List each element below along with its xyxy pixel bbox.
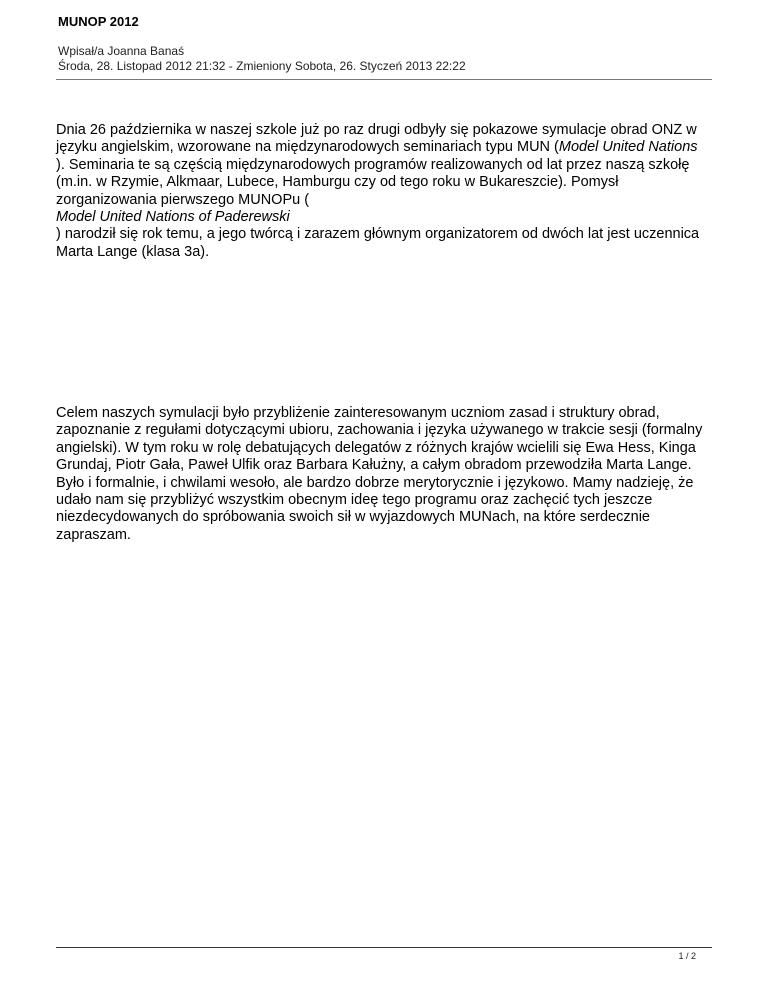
header-divider	[56, 79, 712, 80]
author-line: Wpisał/a Joanna Banaś	[58, 44, 185, 58]
paragraph-1-text-a: Dnia 26 października w naszej szkole już po raz drugi odbyły się pokazowe symulacje obrad ONZ w języku angielskim, wzorowane na międzynarodowych seminariach typu MUN (	[56, 122, 697, 156]
paragraph-1-emphasis-a: Model United Nations	[558, 139, 698, 156]
page-title: MUNOP 2012	[58, 14, 139, 29]
article-meta	[58, 44, 466, 74]
paragraph-1-emphasis-b: Model United Nations of Paderewski	[56, 209, 290, 226]
page-number: 1 / 2	[678, 951, 696, 961]
article-paragraph-2: Celem naszych symulacji było przybliżenie zainteresowanym uczniom zasad i struktury obrad, zapoznanie z regułami dotyczącymi ubioru, zachowania i języka używanego w trakcie sesji (formalny angielski). W tym roku w rolę debatujących delegatów z różnych krajów wcielili się Ewa Hess, Kinga Grundaj, Piotr Gała, Paweł Ulfik oraz Barbara Kałużny, a całym obradom przewodziła Marta Lange. Było i formalnie, i chwilami wesoło, ale bardzo dobrze merytorycznie i językowo. Mamy nadzieję, że udało nam się przybliżyć wszystkim obecnym ideę tego programu oraz zachęcić tych jeszcze niezdecydowanych do spróbowania swoich sił w wyjazdowych MUNach, na które serdecznie zapraszam.	[56, 405, 703, 543]
footer-divider	[56, 947, 712, 948]
date-line: Środa, 28. Listopad 2012 21:32 - Zmieniony Sobota, 26. Styczeń 2013 22:22	[58, 59, 466, 73]
paragraph-1-text-c: ) narodził się rok temu, a jego twórcą i zarazem głównym organizatorem od dwóch lat jest uczennica Marta Lange (klasa 3a).	[56, 226, 700, 260]
paragraph-1-text-b: ). Seminaria te są częścią międzynarodowych programów realizowanych od lat przez naszą szkołę (m.in. w Rzymie, Alkmaar, Lubece, Hamburgu czy od tego roku w Bukareszcie). Pomysł zorganizowania pierwszego MUNOPu (	[56, 156, 690, 208]
article-paragraph-1	[56, 122, 714, 261]
